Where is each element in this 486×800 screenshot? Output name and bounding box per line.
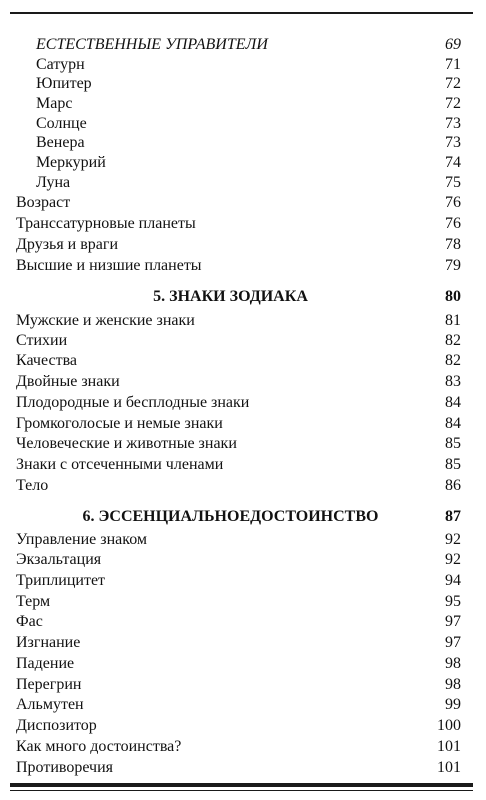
chapter-page: 80: [445, 288, 461, 305]
toc-entry-label: Луна: [36, 174, 71, 191]
toc-entry-label: Противоречия: [16, 759, 114, 776]
toc-entry-transsaturnian-planets[interactable]: [16, 214, 461, 234]
toc-entry-label: Возраст: [16, 194, 71, 211]
chapter-page: 87: [445, 508, 461, 525]
toc-entry-voiced-mute-signs[interactable]: [16, 414, 461, 434]
toc-entry-page: 72: [445, 95, 461, 112]
toc-entry-rulership[interactable]: [16, 530, 461, 550]
toc-entry-friends-and-enemies[interactable]: [16, 235, 461, 255]
toc-entry-mars[interactable]: [36, 94, 461, 114]
toc-entry-label: Плодородные и бесплодные знаки: [16, 394, 250, 411]
toc-entry-page: 71: [445, 56, 461, 73]
toc-entry-label: Диспозитор: [16, 717, 97, 734]
toc-entry-label: Знаки с отсеченными членами: [16, 456, 224, 473]
chapter-title: 5. ЗНАКИ ЗОДИАКА: [153, 288, 308, 305]
toc-entry-moon[interactable]: [36, 173, 461, 193]
toc-entry-label: Триплицитет: [16, 572, 106, 589]
toc-entry-fruitful-barren-signs[interactable]: [16, 393, 461, 413]
toc-entry-qualities[interactable]: [16, 351, 461, 371]
toc-entry-page: 97: [445, 613, 461, 630]
chapter-title: 6. ЭССЕНЦИАЛЬНОЕДОСТОИНСТВО: [82, 508, 379, 525]
toc-chapter-5-zodiac-signs[interactable]: [16, 287, 461, 307]
toc-entry-label: Солнце: [36, 115, 87, 132]
toc-entry-page: 82: [445, 332, 461, 349]
toc-entry-label: Друзья и враги: [16, 236, 119, 253]
toc-entry-how-much-dignity[interactable]: [16, 737, 461, 757]
toc-entry-almuten[interactable]: [16, 695, 461, 715]
toc-entry-page: 98: [445, 655, 461, 672]
toc-entry-label: Перегрин: [16, 676, 82, 693]
toc-entry-saturn[interactable]: [36, 55, 461, 75]
toc-entry-masculine-feminine-signs[interactable]: [16, 311, 461, 331]
toc-entry-label: Изгнание: [16, 634, 81, 651]
bottom-rule-thick: [10, 783, 473, 787]
toc-entry-peregrine[interactable]: [16, 675, 461, 695]
toc-entry-label: Высшие и низшие планеты: [16, 257, 202, 274]
toc-entry-page: 98: [445, 676, 461, 693]
toc-entry-page: 73: [445, 115, 461, 132]
toc-entry-label: Марс: [36, 95, 73, 112]
toc-entry-page: 84: [445, 415, 461, 432]
toc-entry-maimed-signs[interactable]: [16, 455, 461, 475]
toc-entry-page: 75: [445, 174, 461, 191]
toc-entry-fall[interactable]: [16, 654, 461, 674]
toc-entry-label: Двойные знаки: [16, 373, 120, 390]
toc-entry-page: 101: [437, 759, 461, 776]
toc-entry-double-signs[interactable]: [16, 372, 461, 392]
toc-entry-page: 78: [445, 236, 461, 253]
toc-entry-page: 85: [445, 435, 461, 452]
toc-entry-term[interactable]: [16, 592, 461, 612]
toc-entry-body[interactable]: [16, 476, 461, 496]
toc-entry-label: Юпитер: [36, 75, 92, 92]
toc-entry-page: 92: [445, 551, 461, 568]
toc-entry-face[interactable]: [16, 612, 461, 632]
toc-entry-page: 79: [445, 257, 461, 274]
toc-entry-page: 94: [445, 572, 461, 589]
toc-entry-human-bestial-signs[interactable]: [16, 434, 461, 454]
toc-entry-page: 99: [445, 696, 461, 713]
toc-entry-label: Сатурн: [36, 56, 85, 73]
toc-entry-page: 84: [445, 394, 461, 411]
toc-entry-page: 76: [445, 194, 461, 211]
toc-entry-label: Громкоголосые и немые знаки: [16, 415, 223, 432]
toc-entry-natural-rulers[interactable]: [36, 35, 461, 55]
toc-entry-detriment[interactable]: [16, 633, 461, 653]
toc-entry-contradictions[interactable]: [16, 758, 461, 778]
toc-entry-triplicity[interactable]: [16, 571, 461, 591]
toc-entry-label: Человеческие и животные знаки: [16, 435, 237, 452]
toc-entry-page: 101: [437, 738, 461, 755]
toc-entry-age[interactable]: [16, 193, 461, 213]
toc-entry-elements[interactable]: [16, 331, 461, 351]
toc-entry-mercury[interactable]: [36, 153, 461, 173]
toc-entry-label: ЕСТЕСТВЕННЫЕ УПРАВИТЕЛИ: [36, 36, 268, 53]
toc-entry-page: 69: [445, 36, 461, 53]
toc-entry-label: Альмутен: [16, 696, 84, 713]
toc-entry-venus[interactable]: [36, 133, 461, 153]
toc-entry-page: 74: [445, 154, 461, 171]
toc-entry-label: Качества: [16, 352, 78, 369]
toc-entry-page: 86: [445, 477, 461, 494]
toc-entry-superior-inferior-planets[interactable]: [16, 256, 461, 276]
toc-entry-label: Венера: [36, 134, 85, 151]
toc-entry-page: 76: [445, 215, 461, 232]
toc-entry-page: 92: [445, 531, 461, 548]
toc-entry-page: 82: [445, 352, 461, 369]
toc-chapter-6-essential-dignity[interactable]: [16, 507, 461, 527]
toc-entry-label: Тело: [16, 477, 49, 494]
toc-entry-page: 83: [445, 373, 461, 390]
toc-entry-exaltation[interactable]: [16, 550, 461, 570]
toc-entry-label: Терм: [16, 593, 51, 610]
toc-entry-label: Мужские и женские знаки: [16, 312, 195, 329]
toc-entry-page: 95: [445, 593, 461, 610]
toc-entry-label: Транссатурновые планеты: [16, 215, 196, 232]
toc-entry-label: Экзальтация: [16, 551, 102, 568]
bottom-rule-thin: [10, 790, 473, 791]
toc-entry-page: 100: [437, 717, 461, 734]
toc-entry-label: Как много достоинства?: [16, 738, 182, 755]
toc-entry-label: Падение: [16, 655, 75, 672]
toc-entry-page: 81: [445, 312, 461, 329]
toc-entry-label: Стихии: [16, 332, 68, 349]
toc-entry-label: Меркурий: [36, 154, 106, 171]
toc-entry-page: 72: [445, 75, 461, 92]
toc-entry-sun[interactable]: [36, 114, 461, 134]
toc-entry-label: Фас: [16, 613, 43, 630]
toc-entry-page: 73: [445, 134, 461, 151]
toc-entry-page: 85: [445, 456, 461, 473]
toc-entry-jupiter[interactable]: [36, 74, 461, 94]
toc-entry-label: Управление знаком: [16, 531, 148, 548]
toc-entry-dispositor[interactable]: [16, 716, 461, 736]
toc-entry-page: 97: [445, 634, 461, 651]
